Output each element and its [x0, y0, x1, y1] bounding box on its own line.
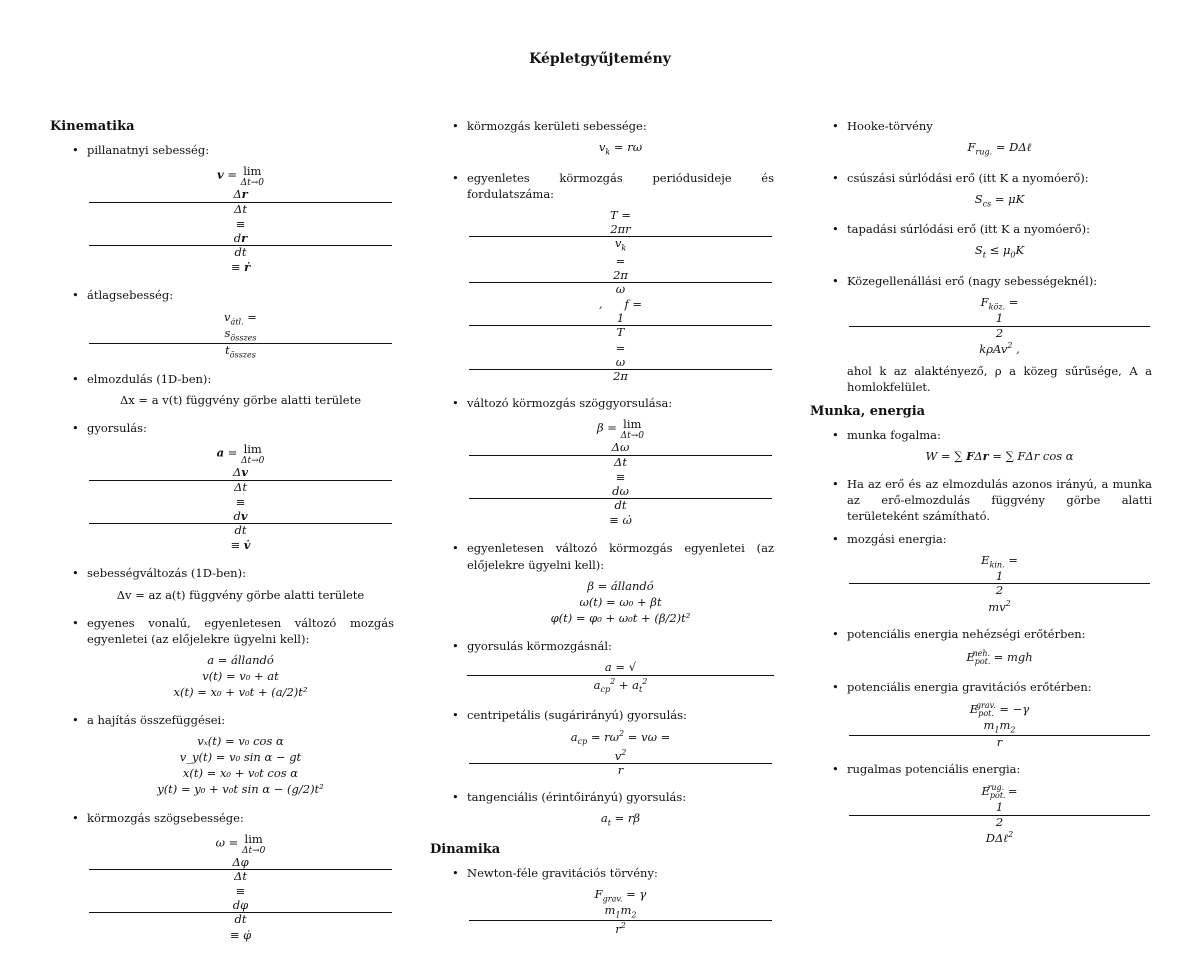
- formula: $v_k = r\omega$: [598, 140, 643, 157]
- formula-block: a = állandó v(t) = v₀ + at x(t) = x₀ + v₀t + (a/2)t²: [173, 652, 308, 699]
- list-item: • változó körmozgás szöggyorsulása: β = lim Δt→0 Δω Δt ≡ dω dt ≡ ω̇: [430, 395, 774, 528]
- formula: $E_{pot.}^{rug.}$ = 1 2 DΔℓ$^2$: [847, 782, 1152, 846]
- list-item: • tangenciális (érintőirányú) gyorsulás: $a_t = r\beta$: [430, 789, 774, 829]
- formula: v = lim Δt→0 Δr Δt ≡ dr dt ≡ ṙ: [87, 163, 394, 275]
- list-item: • csúszási súrlódási erő (itt K a nyomóerő): $S_{cs} = \mu K$: [810, 170, 1152, 210]
- formula: $a_{cp} = r\omega^2 = v\omega$ = $v^2$ r: [467, 728, 774, 777]
- list-item: • centripetális (sugárirányú) gyorsulás: $a_{cp} = r\omega^2 = v\omega$ = $v^2$ r: [430, 707, 774, 777]
- formula-block: vₓ(t) = v₀ cos α v_y(t) = v₀ sin α − gt x(t) = x₀ + v₀t cos α y(t) = y₀ + v₀t sin α − (g/2)t²: [157, 734, 324, 797]
- formula: $S_{cs} = \mu K$: [974, 191, 1025, 208]
- formula: ω = lim Δt→0 Δφ Δt ≡ dφ dt ≡ φ̇: [87, 831, 394, 943]
- formula: $E_{kin.}$ = 1 2 $mv^2$: [847, 552, 1152, 615]
- page-title: Képletgyűjtemény: [529, 51, 671, 67]
- list-item: • egyenletesen változó körmozgás egyenletei (az előjelekre ügyelni kell): β = állandó ω(t) = ω₀ + βt φ(t) = φ₀ + ω₀t + (β/2)t²: [430, 540, 774, 625]
- list-item: • pillanatnyi sebesség: v = lim Δt→0 Δr Δt ≡ dr dt ≡ ṙ: [50, 142, 394, 275]
- formula: T = 2πr $v_k$ = 2π ω , f = 1 T = ω 2π: [467, 207, 774, 383]
- formula: $F_{grav.} = \gamma$ $m_1m_2$ $r^2$: [467, 886, 774, 936]
- list-item: • gyorsulás körmozgásnál: a = √ $a_{cp}^2 + a_t^2$: [430, 638, 774, 696]
- list-item: • rugalmas potenciális energia: $E_{pot.}^{rug.}$ = 1 2 DΔℓ$^2$: [810, 761, 1152, 846]
- list-item: • elmozdulás (1D-ben): Δx = a v(t) függvény görbe alatti területe: [50, 371, 394, 408]
- list-item: • körmozgás kerületi sebessége: $v_k = r\omega$: [430, 118, 774, 158]
- list-item: • Ha az erő és az elmozdulás azonos irányú, a munka az erő-elmozdulás függvény görbe alatti területeként számítható.: [810, 476, 1152, 524]
- list-item: • Newton-féle gravitációs törvény: $F_{grav.} = \gamma$ $m_1m_2$ $r^2$: [430, 865, 774, 936]
- list-item: • potenciális energia nehézségi erőtérben: $E_{pot.}^{neh.}$ = mgh: [810, 626, 1152, 666]
- formula: $E_{pot.}^{grav.} = -\gamma$ $m_1m_2$ r: [847, 700, 1152, 749]
- section-heading: Kinematika: [50, 119, 135, 134]
- formula: $a_t = r\beta$: [600, 811, 641, 828]
- column-kinematika: [50, 118, 394, 955]
- formula: Δx = a v(t) függvény görbe alatti területe: [119, 393, 362, 408]
- section-heading: Munka, energia: [810, 403, 926, 419]
- list-item: • Közegellenállási erő (nagy sebességeknél): $F_{köz.}$ = 1 2 kρAv$^2$ , ahol k az alaktényező, ρ a közeg sűrűsége, A a homlokfelület.: [810, 273, 1152, 395]
- list-item: • egyenes vonalú, egyenletesen változó mozgás egyenletei (az előjelekre ügyelni kell): a = állandó v(t) = v₀ + at x(t) = x₀ + v₀t + (a/2)t²: [50, 615, 394, 700]
- list-item: • átlagsebesség: $v_{átl.}$ = $s_{összes}$ $t_{összes}$: [50, 287, 394, 359]
- list-item: • gyorsulás: a = lim Δt→0 Δv Δt ≡ dv dt ≡ v̇: [50, 420, 394, 553]
- formula: $S_t \le \mu_0K$: [974, 243, 1025, 260]
- formula: a = lim Δt→0 Δv Δt ≡ dv dt ≡ v̇: [87, 441, 394, 553]
- formula-note: ahol k az alaktényező, ρ a közeg sűrűsége, A a homlokfelület.: [847, 363, 1152, 394]
- formula: $E_{pot.}^{neh.}$ = mgh: [966, 648, 1033, 666]
- formula: W = ∑ FΔr = ∑ FΔr cos α: [925, 449, 1074, 464]
- formula: β = lim Δt→0 Δω Δt ≡ dω dt ≡ ω̇: [467, 416, 774, 528]
- list-item: • körmozgás szögsebessége: ω = lim Δt→0 Δφ Δt ≡ dφ dt ≡ φ̇: [50, 810, 394, 943]
- formula: a = √ $a_{cp}^2 + a_t^2$: [467, 659, 774, 695]
- formula: $v_{átl.}$ = $s_{összes}$ $t_{összes}$: [87, 309, 394, 359]
- section-heading: Dinamika: [430, 841, 501, 857]
- list-item: • tapadási súrlódási erő (itt K a nyomóerő): $S_t \le \mu_0K$: [810, 221, 1152, 261]
- formula: Δv = az a(t) függvény görbe alatti területe: [116, 587, 365, 602]
- list-item: • munka fogalma: W = ∑ FΔr = ∑ FΔr cos α: [810, 427, 1152, 464]
- formula: $F_{köz.}$ = 1 2 kρAv$^2$ ,: [847, 294, 1152, 357]
- list-item: • mozgási energia: $E_{kin.}$ = 1 2 $mv^2$: [810, 531, 1152, 615]
- list-item: • potenciális energia gravitációs erőtérben: $E_{pot.}^{grav.} = -\gamma$ $m_1m_2$ r: [810, 679, 1152, 749]
- list-item: • a hajítás összefüggései: vₓ(t) = v₀ cos α v_y(t) = v₀ sin α − gt x(t) = x₀ + v₀t cos α y(t) = y₀ + v₀t sin α − (g/2)t²: [50, 712, 394, 797]
- list-item: • egyenletes körmozgás periódusideje és fordulatszáma: T = 2πr $v_k$ = 2π ω , f = 1 T = ω 2π: [430, 170, 774, 384]
- list-item: • Hooke-törvény $F_{rug.}$ = DΔℓ: [810, 118, 1152, 158]
- list-item: • sebességváltozás (1D-ben): Δv = az a(t) függvény görbe alatti területe: [50, 565, 394, 602]
- formula-block: β = állandó ω(t) = ω₀ + βt φ(t) = φ₀ + ω₀t + (β/2)t²: [550, 578, 691, 625]
- column-middle: [430, 118, 774, 948]
- formula: $F_{rug.}$ = DΔℓ: [967, 140, 1032, 157]
- column-right: [810, 118, 1152, 858]
